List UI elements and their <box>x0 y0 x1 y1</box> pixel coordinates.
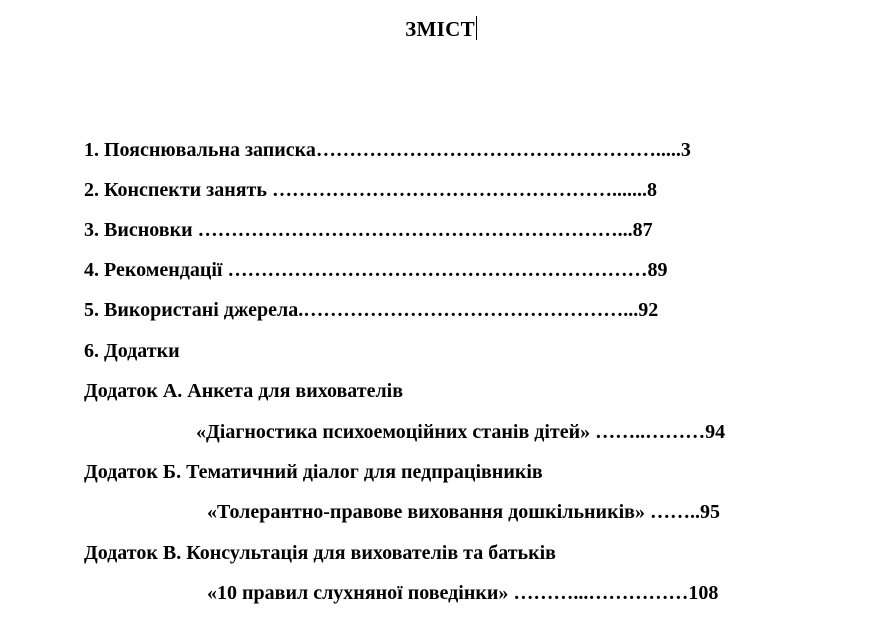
document-title <box>0 16 882 42</box>
toc-entry-6[interactable]: 6. Додатки <box>84 340 180 362</box>
toc-appendix-b-subtitle[interactable]: «Толерантно-правове виховання дошкільників» ……..95 <box>207 501 720 523</box>
toc-entry-2[interactable]: 2. Конспекти занять …………………………………………….......8 <box>84 179 657 201</box>
toc-entry-1[interactable]: 1. Пояснювальна записка…………………………………………….....3 <box>84 139 691 161</box>
toc-appendix-b[interactable]: Додаток Б. Тематичний діалог для педпрацівників <box>84 461 543 483</box>
toc-appendix-c-subtitle[interactable]: «10 правил слухняної поведінки» ………...……………108 <box>207 582 719 604</box>
text-cursor <box>476 16 477 40</box>
toc-appendix-c[interactable]: Додаток В. Консультація для вихователів та батьків <box>84 542 556 564</box>
document-title-text: ЗМІСТ <box>405 17 475 41</box>
toc-appendix-a[interactable]: Додаток А. Анкета для вихователів <box>84 380 404 402</box>
toc-entry-5[interactable]: 5. Використані джерела.…………………………………………...92 <box>84 299 659 321</box>
toc-appendix-a-subtitle[interactable]: «Діагностика психоемоційних станів дітей» ……..………94 <box>196 421 726 443</box>
toc-entry-4[interactable]: 4. Рекомендації ………………………………………………………89 <box>84 259 668 281</box>
toc-entry-3[interactable]: 3. Висновки ………………………………………………………...87 <box>84 219 653 241</box>
